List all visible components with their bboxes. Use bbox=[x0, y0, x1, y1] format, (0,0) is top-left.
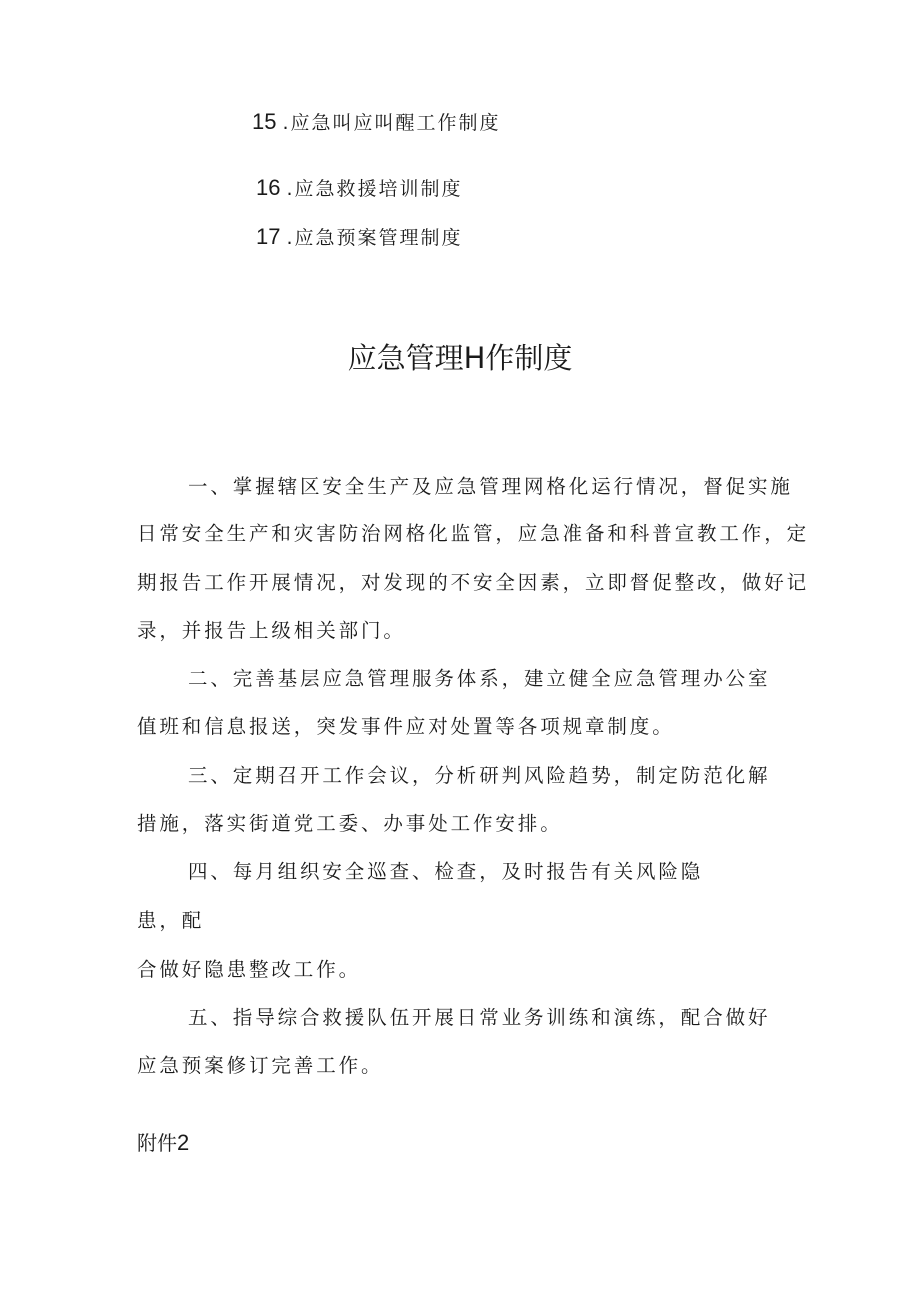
body-line: 五、指导综合救援队伍开展日常业务训练和演练，配合做好 bbox=[188, 1006, 771, 1029]
attachment-number: 2 bbox=[177, 1130, 190, 1155]
body-line: 日常安全生产和灾害防治网格化监管，应急准备和科普宣教工作，定 bbox=[137, 522, 810, 545]
body-line: 合做好隐患整改工作。 bbox=[137, 958, 362, 981]
list-item-number: 15 bbox=[252, 109, 277, 134]
attachment-text: 附件 bbox=[137, 1131, 177, 1155]
body-line: 四、每月组织安全巡查、检查，及时报告有关风险隐 bbox=[188, 860, 704, 883]
list-item-text: .应急预案管理制度 bbox=[286, 227, 463, 249]
body-line: 值班和信息报送，突发事件应对处置等各项规章制度。 bbox=[137, 715, 675, 738]
list-item bbox=[252, 108, 501, 135]
body-line: 期报告工作开展情况，对发现的不安全因素，立即督促整改，做好记 bbox=[137, 571, 810, 594]
body-line: 三、定期召开工作会议，分析研判风险趋势，制定防范化解 bbox=[188, 764, 771, 787]
body-line: 二、完善基层应急管理服务体系，建立健全应急管理办公室 bbox=[188, 667, 771, 690]
body-line: 应急预案修订完善工作。 bbox=[137, 1054, 384, 1077]
body-line: 措施，落实街道党工委、办事处工作安排。 bbox=[137, 812, 563, 835]
list-item-number: 16 bbox=[256, 175, 281, 200]
document-title: 应急管理H作制度 bbox=[347, 341, 573, 375]
list-item bbox=[256, 174, 463, 201]
attachment-label bbox=[137, 1127, 189, 1156]
list-item-number: 17 bbox=[256, 224, 281, 249]
body-line: 一、掌握辖区安全生产及应急管理网格化运行情况，督促实施 bbox=[188, 475, 793, 498]
body-line: 患，配 bbox=[137, 909, 205, 932]
list-item-text: .应急救援培训制度 bbox=[286, 178, 463, 200]
body-line: 录，并报告上级相关部门。 bbox=[137, 619, 406, 642]
list-item-text: .应急叫应叫醒工作制度 bbox=[282, 112, 501, 134]
list-item bbox=[256, 223, 463, 250]
